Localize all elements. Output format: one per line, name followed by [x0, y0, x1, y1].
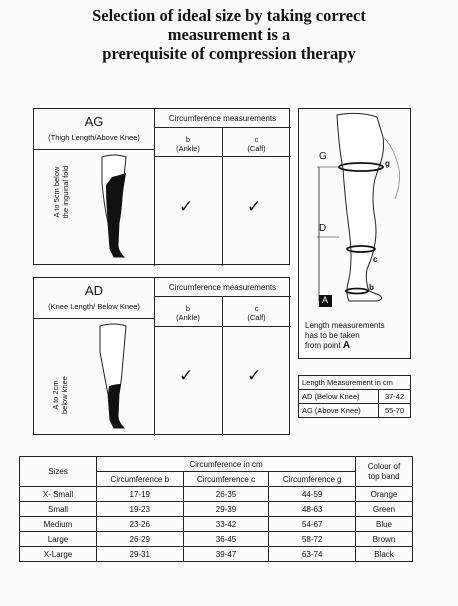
g-cell: 54-67 — [269, 517, 356, 532]
ag-box — [33, 108, 290, 265]
leg-measurement-illustration — [299, 109, 410, 309]
colour-cell: Black — [356, 547, 413, 562]
ag-code: AG — [84, 114, 104, 129]
ag-b-label: b — [185, 135, 191, 144]
length-label: AD (Below Knee) — [299, 390, 379, 404]
g-cell: 63-74 — [269, 547, 356, 562]
c-cell: 26-35 — [183, 487, 269, 502]
c-cell: 36-45 — [183, 532, 269, 547]
length-table-header: Length Measurement in cm — [299, 376, 411, 390]
title-line-1: Selection of ideal size by taking correct — [92, 6, 366, 25]
table-row — [20, 487, 413, 502]
label-A: A — [322, 295, 329, 305]
ad-c-label: c — [254, 304, 259, 313]
circumference-header: Circumference in cm — [97, 457, 356, 472]
ag-c-sub: (Calf) — [247, 144, 266, 153]
col-g-header: Circumference g — [269, 472, 356, 487]
colour-header: Colour of top band — [356, 457, 413, 487]
ad-c-check-icon: ✓ — [247, 366, 262, 386]
b-cell: 23-26 — [97, 517, 184, 532]
label-A-box — [319, 295, 332, 307]
length-value: 37-42 — [379, 390, 411, 404]
size-table — [19, 456, 413, 562]
ag-leg-illustration — [92, 153, 142, 263]
g-cell: 58-72 — [269, 532, 356, 547]
size-cell: Large — [20, 532, 97, 547]
ad-b-check-icon: ✓ — [179, 366, 194, 386]
page-title — [0, 6, 458, 63]
ag-b-check-icon: ✓ — [179, 197, 194, 217]
sizes-header: Sizes — [20, 457, 97, 487]
size-cell: X-Large — [20, 547, 97, 562]
b-cell: 17-19 — [97, 487, 184, 502]
table-row — [20, 502, 413, 517]
label-c: c — [373, 255, 378, 264]
ad-circ-header: Circumference measurements — [168, 283, 277, 292]
ad-vertical-note: A to 2cm below knee — [51, 376, 69, 414]
colour-cell: Green — [356, 502, 413, 517]
ag-b-sub: (Ankle) — [176, 144, 200, 153]
ad-box — [33, 277, 290, 435]
length-value: 55-70 — [379, 404, 411, 418]
label-b: b — [369, 283, 374, 292]
c-cell: 33-42 — [183, 517, 269, 532]
b-cell: 26-29 — [97, 532, 184, 547]
size-cell: Small — [20, 502, 97, 517]
b-cell: 29-31 — [97, 547, 184, 562]
ag-desc: (Thigh Length/Above Knee) — [48, 133, 140, 142]
table-row — [20, 532, 413, 547]
label-G: G — [319, 151, 327, 162]
b-cell: 19-23 — [97, 502, 184, 517]
size-cell: Medium — [20, 517, 97, 532]
title-line-3: prerequisite of compression therapy — [102, 44, 356, 63]
colour-cell: Orange — [356, 487, 413, 502]
table-row — [20, 517, 413, 532]
ag-vertical-note: A to 5cm below the inguinal fold — [52, 165, 70, 219]
size-cell: X- Small — [20, 487, 97, 502]
colour-cell: Brown — [356, 532, 413, 547]
table-row — [20, 547, 413, 562]
g-cell: 48-63 — [269, 502, 356, 517]
ad-c-sub: (Calf) — [247, 313, 266, 322]
note-point-A: A — [342, 340, 351, 351]
c-cell: 29-39 — [183, 502, 269, 517]
ag-circ-header: Circumference measurements — [168, 114, 277, 123]
label-g: g — [385, 159, 390, 168]
ag-c-label: c — [254, 135, 259, 144]
table-row — [299, 390, 411, 404]
ag-c-check-icon: ✓ — [247, 197, 262, 217]
c-cell: 39-47 — [183, 547, 269, 562]
measurement-diagram — [298, 108, 411, 359]
length-table — [298, 375, 411, 418]
table-row — [299, 404, 411, 418]
col-c-header: Circumference c — [183, 472, 269, 487]
ad-b-label: b — [185, 304, 191, 313]
label-D: D — [319, 223, 327, 234]
title-line-2: measurement is a — [167, 25, 291, 44]
col-b-header: Circumference b — [97, 472, 184, 487]
ad-desc: (Knee Length/ Below Knee) — [48, 302, 140, 311]
ad-b-sub: (Ankle) — [176, 313, 200, 322]
length-label: AG (Above Knee) — [299, 404, 379, 418]
ad-leg-illustration — [92, 322, 142, 434]
g-cell: 44-59 — [269, 487, 356, 502]
length-note: Length measurements has to be taken from point A — [305, 321, 385, 351]
colour-cell: Blue — [356, 517, 413, 532]
ad-code: AD — [84, 283, 104, 298]
